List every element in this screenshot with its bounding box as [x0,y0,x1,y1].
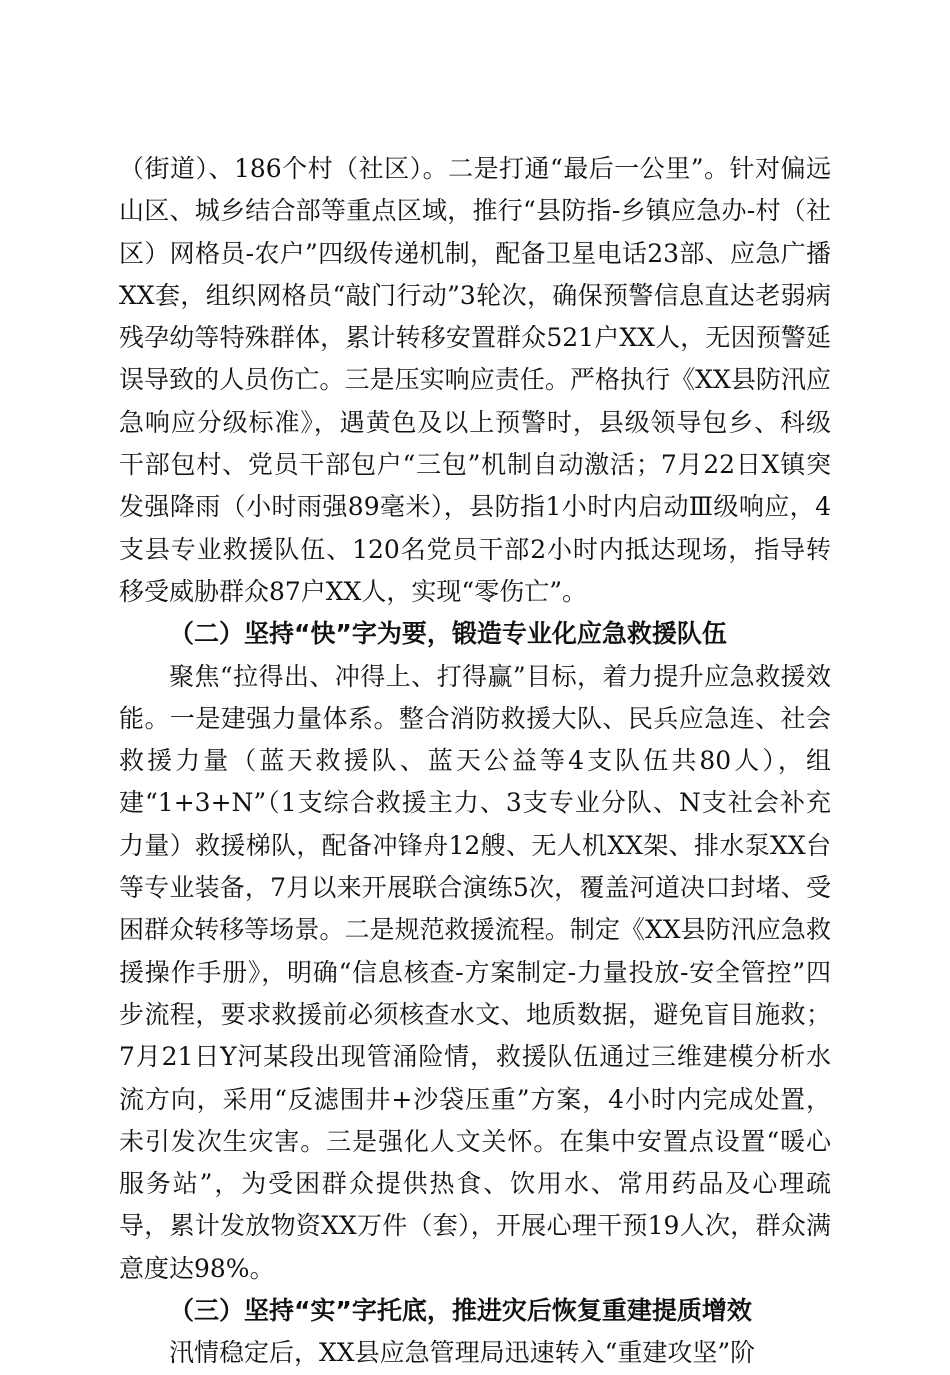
paragraph-warning-response: （街道）、186个村（社区）。二是打通“最后一公里”。针对偏远山区、城乡结合部等重点区域，推行“县防指-乡镇应急办-村（社区）网格员-农户”四级传递机制，配备卫星电话23部、应急广播XX套，组织网格员“敲门行动”3轮次，确保预警信息直达老弱病残孕幼等特殊群体，累计转移安置群众521户XX人，无因预警延误导致的人员伤亡。三是压实响应责任。严格执行《XX县防汛应急响应分级标准》，遇黄色及以上预警时，县级领导包乡、科级干部包村、党员干部包户“三包”机制自动激活；7月22日X镇突发强降雨（小时雨强89毫米），县防指1小时内启动Ⅲ级响应，4支县专业救援队伍、120名党员干部2小时内抵达现场，指导转移受威胁群众87户XX人，实现“零伤亡”。 [119,154,831,606]
document-body [119,148,831,1375]
section-heading-reconstruction: （三）坚持“实”字托底，推进灾后恢复重建提质增效 [169,1296,752,1326]
paragraph-reconstruction: 汛情稳定后，XX县应急管理局迅速转入“重建攻坚”阶 [169,1338,756,1368]
paragraph-rescue-team: 聚焦“拉得出、冲得上、打得赢”目标，着力提升应急救援效能。一是建强力量体系。整合消防救援大队、民兵应急连、社会救援力量（蓝天救援队、蓝天公益等4支队伍共80人），组建“1+3+N”（1支综合救援主力、3支专业分队、N支社会补充力量）救援梯队，配备冲锋舟12艘、无人机XX架、排水泵XX台等专业装备，7月以来开展联合演练5次，覆盖河道决口封堵、受困群众转移等场景。二是规范救援流程。制定《XX县防汛应急救援操作手册》，明确“信息核查-方案制定-力量投放-安全管控”四步流程，要求救援前必须核查水文、地质数据，避免盲目施救；7月21日Y河某段出现管涌险情，救援队伍通过三维建模分析水流方向，采用“反滤围井+沙袋压重”方案，4小时内完成处置，未引发次生灾害。三是强化人文关怀。在集中安置点设置“暖心服务站”，为受困群众提供热食、饮用水、常用药品及心理疏导，累计发放物资XX万件（套），开展心理干预19人次，群众满意度达98%。 [119,661,831,1283]
section-heading-rescue-team: （二）坚持“快”字为要，锻造专业化应急救援队伍 [169,619,727,649]
